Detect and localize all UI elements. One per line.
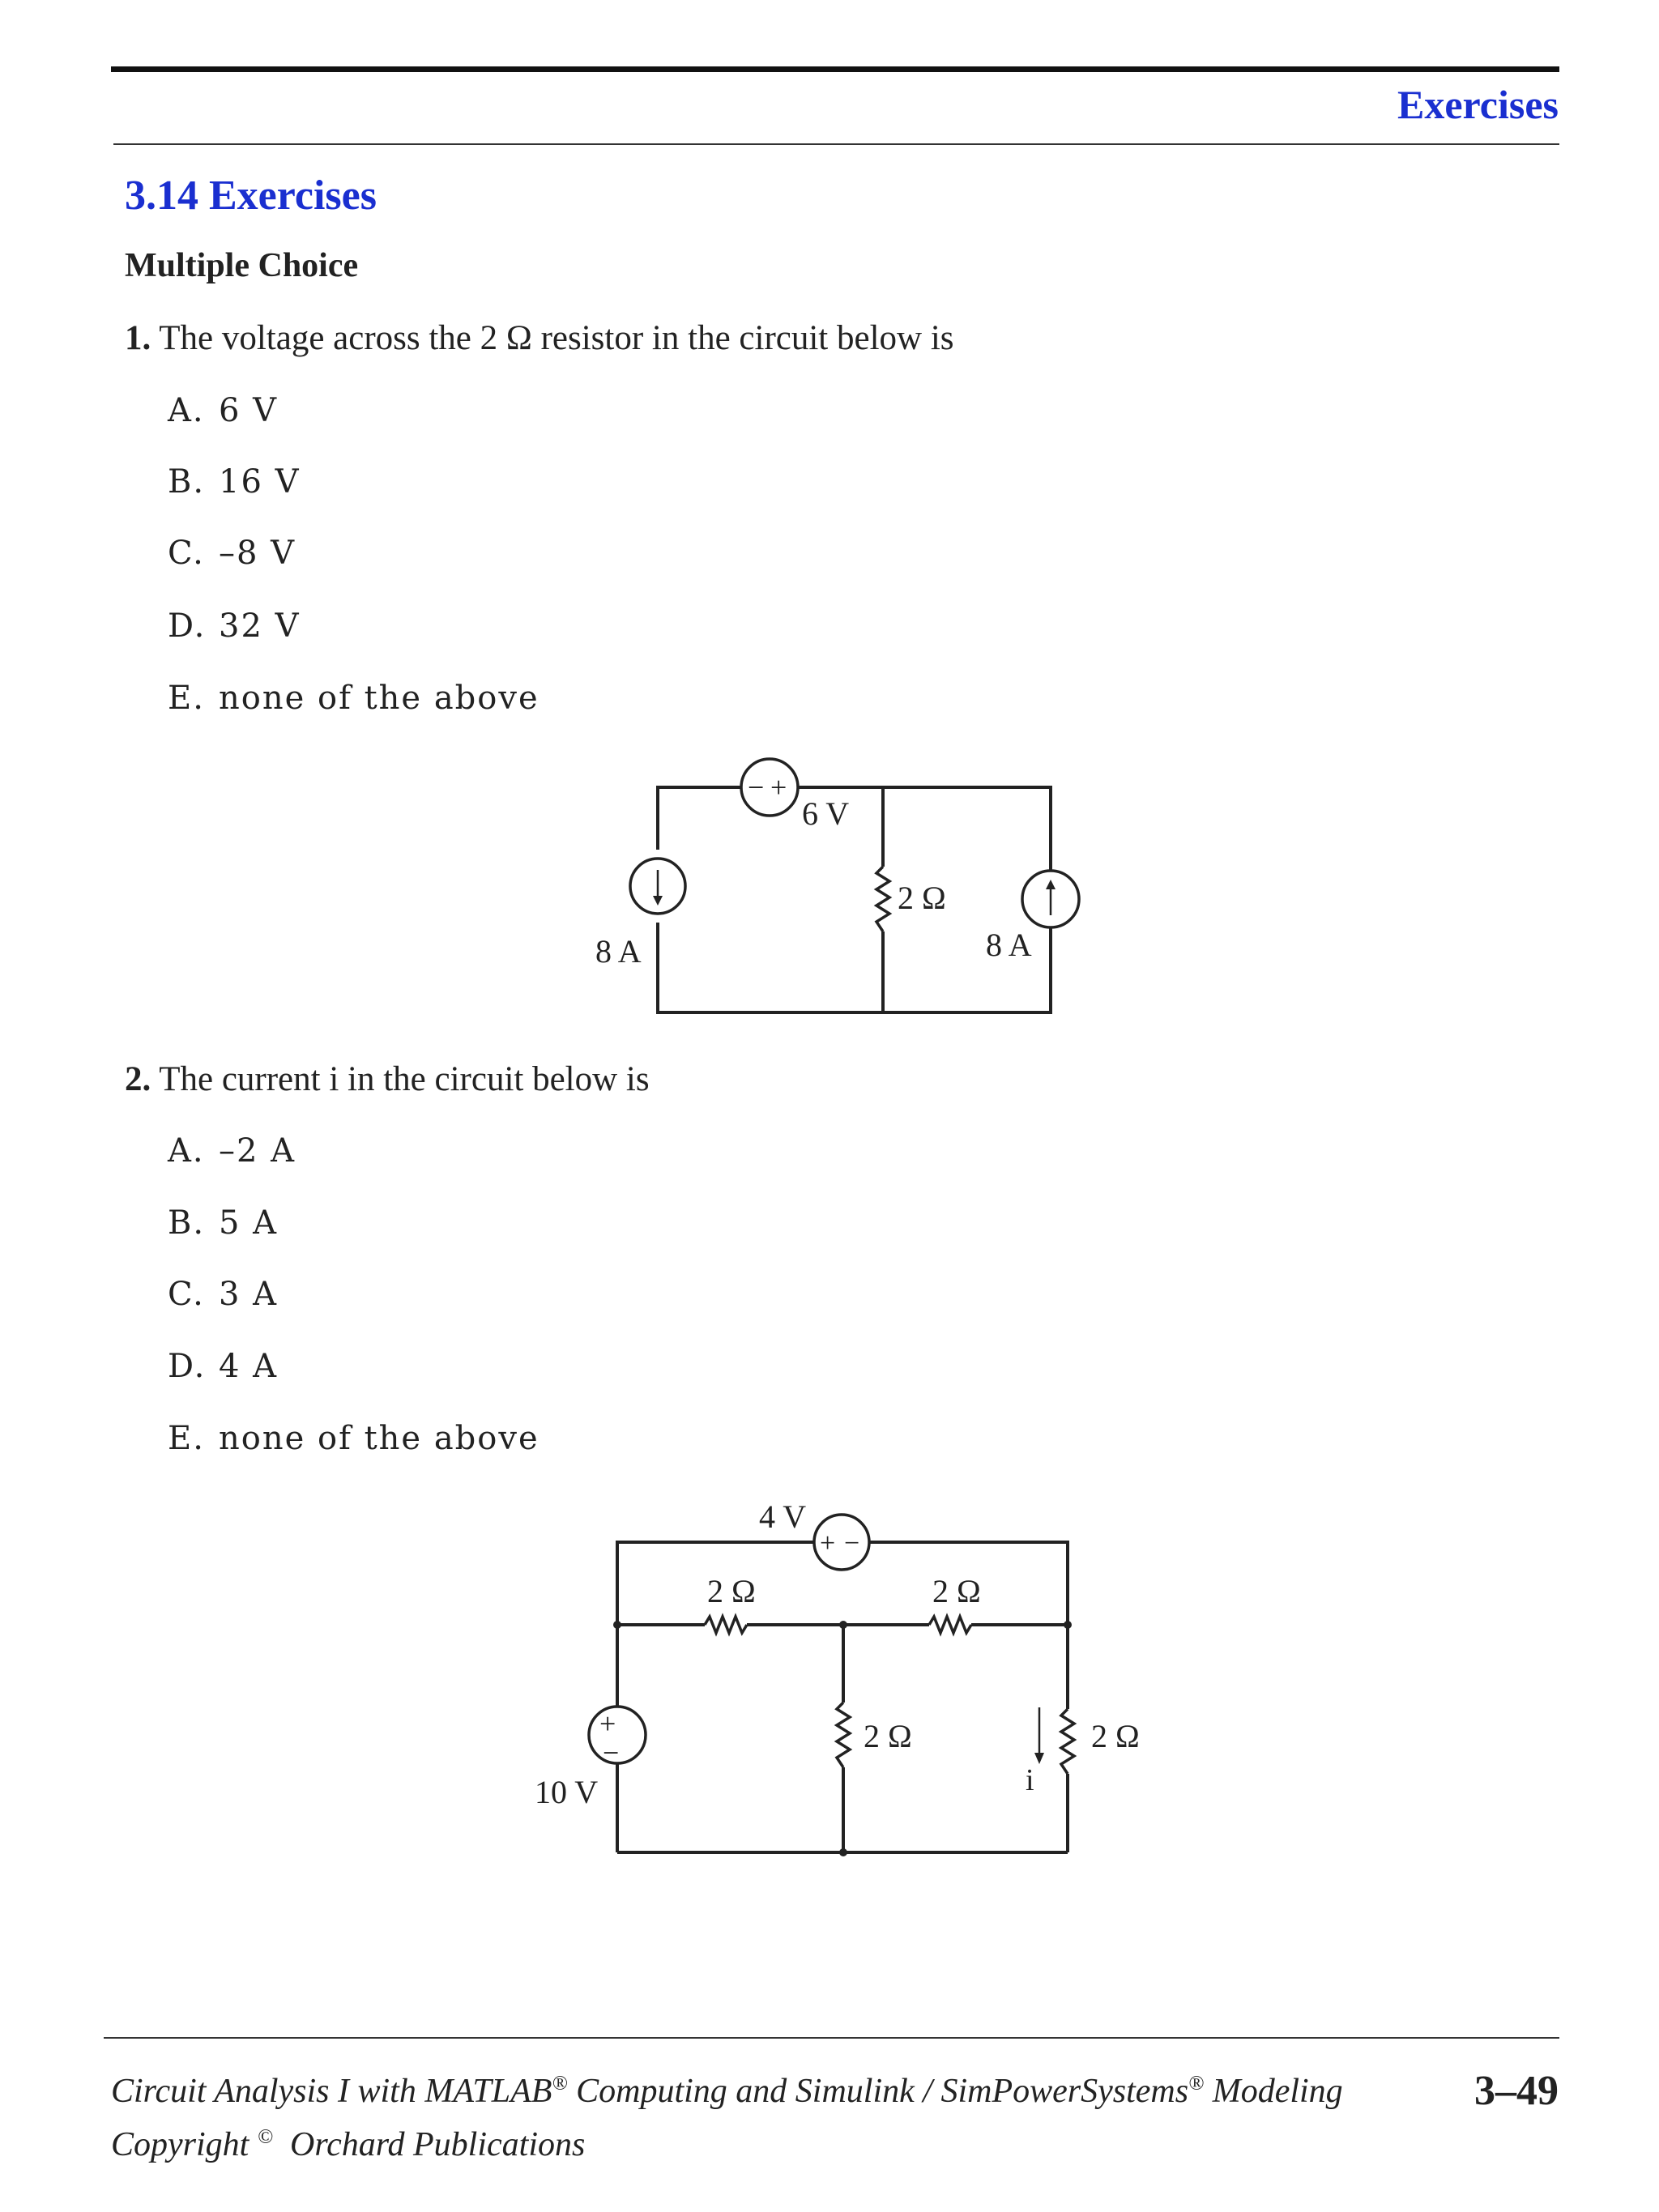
resistor-middle-label: 2 Ω bbox=[864, 1718, 912, 1754]
resistor-right-label: 2 Ω bbox=[1091, 1718, 1140, 1754]
vs2-minus-sign: − bbox=[844, 1528, 860, 1558]
subsection-title: Multiple Choice bbox=[125, 247, 359, 284]
running-head: Exercises bbox=[1397, 82, 1559, 127]
question-text: The current i in the circuit below is bbox=[159, 1060, 650, 1098]
page-number: 3–49 bbox=[1474, 2068, 1559, 2114]
question-number: 1. bbox=[125, 319, 151, 357]
header-rule bbox=[113, 143, 1559, 145]
option-1a: A. 6 V bbox=[168, 392, 279, 429]
question-number: 2. bbox=[125, 1060, 151, 1098]
vs-left-plus-sign: + bbox=[599, 1707, 616, 1740]
book-title: Circuit Analysis I with MATLAB® Computing and Simulink / SimPowerSystems® Modeling bbox=[111, 2073, 1343, 2110]
option-1c: C. –8 V bbox=[168, 535, 296, 572]
option-1d: D. 32 V bbox=[168, 607, 301, 645]
circuit-1-diagram bbox=[567, 761, 1134, 1021]
voltage-source-label: 6 V bbox=[802, 795, 850, 832]
top-rule bbox=[111, 66, 1559, 72]
question-1 bbox=[125, 318, 954, 358]
option-2c: C. 3 A bbox=[168, 1276, 279, 1313]
left-source-label: 8 A bbox=[595, 933, 642, 970]
copyright-line: Copyright © Orchard Publications bbox=[111, 2126, 586, 2163]
question-2 bbox=[125, 1059, 650, 1099]
question-text: The voltage across the 2 Ω resistor in the circuit below is bbox=[159, 319, 954, 357]
resistor-label: 2 Ω bbox=[898, 880, 946, 916]
footer-rule bbox=[104, 2037, 1559, 2039]
top-voltage-label: 4 V bbox=[759, 1498, 807, 1535]
left-source-label: 10 V bbox=[535, 1774, 599, 1810]
section-title: 3.14 Exercises bbox=[125, 173, 377, 219]
vs-left-minus-sign: − bbox=[603, 1737, 620, 1769]
current-label: i bbox=[1026, 1763, 1034, 1797]
option-1b: B. 16 V bbox=[168, 463, 301, 501]
resistor-top-right-label: 2 Ω bbox=[932, 1573, 981, 1609]
vs1-minus-sign: − bbox=[748, 771, 765, 803]
right-source-label: 8 A bbox=[986, 927, 1032, 963]
option-2b: B. 5 A bbox=[168, 1204, 279, 1242]
resistor-top-left-label: 2 Ω bbox=[707, 1573, 756, 1609]
option-1e: E. none of the above bbox=[168, 680, 539, 717]
vs1-plus-sign: + bbox=[770, 771, 787, 803]
vs2-plus-sign: + bbox=[820, 1528, 836, 1558]
option-2d: D. 4 A bbox=[168, 1348, 279, 1385]
option-2e: E. none of the above bbox=[168, 1420, 539, 1457]
circuit-2-diagram bbox=[518, 1490, 1166, 1863]
option-2a: A. –2 A bbox=[168, 1132, 296, 1170]
